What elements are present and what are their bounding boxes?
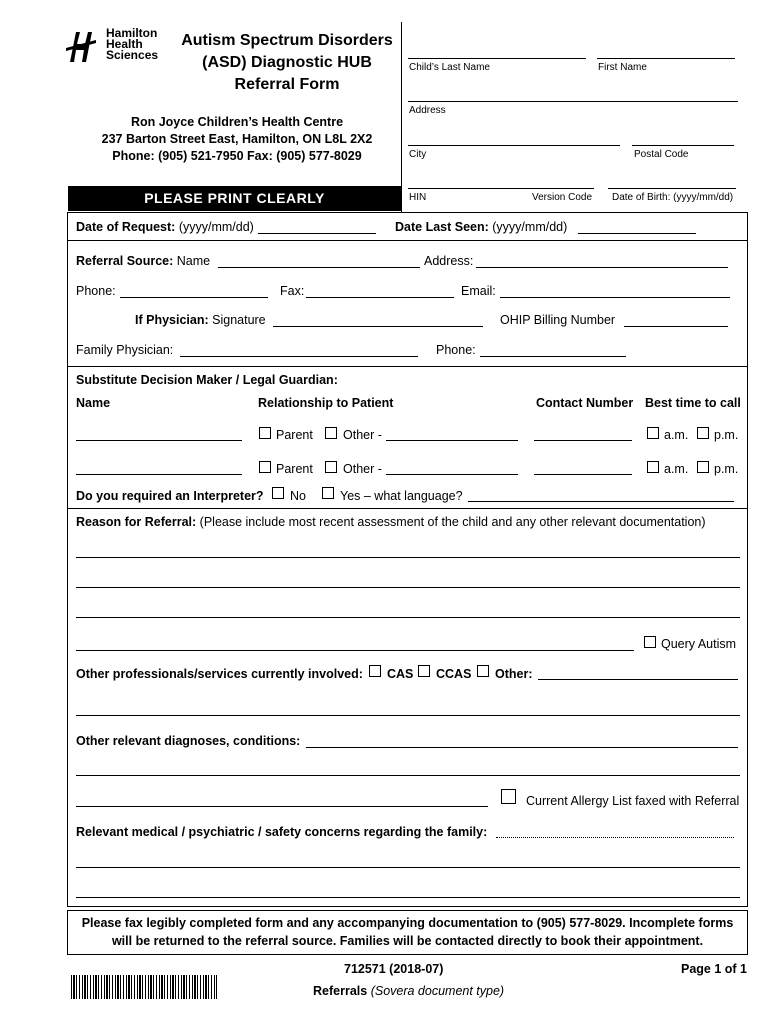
date-request-input[interactable] <box>258 233 376 234</box>
other-checkbox[interactable] <box>325 427 337 439</box>
logo-text-1: Hamilton <box>106 26 158 40</box>
parent-checkbox[interactable] <box>259 427 271 439</box>
barcode <box>71 975 217 999</box>
centre-address: 237 Barton Street East, Hamilton, ON L8L 2X2 <box>101 132 373 146</box>
ohip-input[interactable] <box>624 326 728 327</box>
footer-note-line-2: will be returned to the referral source. Families will be contacted directly to book their appointment. <box>111 934 704 948</box>
form-number: 712571 (2018-07) <box>344 962 444 976</box>
ccas-label: CCAS <box>436 667 472 681</box>
version-code-field[interactable]: Version Code <box>532 192 593 203</box>
title-line-1: Autism Spectrum Disorders <box>181 32 393 49</box>
last-name-field[interactable]: Child’s Last Name <box>409 62 490 73</box>
diagnoses-label: Other relevant diagnoses, conditions: <box>76 734 301 748</box>
interpreter-yes-checkbox[interactable] <box>322 487 334 499</box>
referral-phone-label: Phone: <box>76 284 116 298</box>
reason-note: (Please include most recent assessment of the child and any other relevant documentation) <box>199 515 706 529</box>
date-seen-format: (yyyy/mm/dd) <box>492 220 568 234</box>
contact-number-input[interactable] <box>534 440 632 441</box>
col-name: Name <box>76 396 111 410</box>
concerns-input[interactable] <box>496 837 734 838</box>
pm-label: p.m. <box>714 462 739 476</box>
doc-type: Referrals <box>313 984 368 998</box>
professionals-line[interactable] <box>76 715 740 716</box>
postal-code-field[interactable]: Postal Code <box>634 149 689 160</box>
title-line-2: (ASD) Diagnostic HUB <box>202 54 372 71</box>
date-request-format: (yyyy/mm/dd) <box>178 220 254 234</box>
parent-checkbox[interactable] <box>259 461 271 473</box>
col-best-time: Best time to call <box>645 396 741 410</box>
contact-number-input[interactable] <box>534 474 632 475</box>
concerns-line[interactable] <box>76 897 740 898</box>
interpreter-no-checkbox[interactable] <box>272 487 284 499</box>
professionals-label: Other professionals/services currently involved: <box>76 667 363 681</box>
print-banner: PLEASE PRINT CLEARLY <box>68 186 401 211</box>
pm-label: p.m. <box>714 428 739 442</box>
centre-phone: Phone: (905) 521-7950 Fax: (905) 577-8029 <box>112 149 362 163</box>
centre-info <box>72 114 402 165</box>
col-contact: Contact Number <box>536 396 634 410</box>
title-line-3: Referral Form <box>234 76 340 93</box>
referral-name-label: Name <box>176 254 211 268</box>
hin-field[interactable]: HIN <box>409 192 427 203</box>
family-physician-label: Family Physician: <box>76 343 174 357</box>
hamilton-health-logo-icon <box>66 28 98 64</box>
diagnoses-input[interactable] <box>306 747 738 748</box>
referral-email-input[interactable] <box>500 297 730 298</box>
centre-name: Ron Joyce Children’s Health Centre <box>130 115 344 129</box>
footer-note-line-1: Please fax legibly completed form and any accompanying documentation to (905) 577-8029. Incomplete forms <box>81 916 734 930</box>
interpreter-no-label: No <box>290 489 306 503</box>
other-services-input[interactable] <box>538 679 738 680</box>
reason-line[interactable] <box>76 617 740 618</box>
family-phone-label: Phone: <box>436 343 476 357</box>
date-request-label: Date of Request: <box>76 220 176 234</box>
pm-checkbox[interactable] <box>697 427 709 439</box>
other-checkbox[interactable] <box>325 461 337 473</box>
am-label: a.m. <box>664 462 689 476</box>
cas-label: CAS <box>387 667 414 681</box>
footer-note <box>67 910 748 955</box>
reason-line[interactable] <box>76 557 740 558</box>
guardian-heading: Substitute Decision Maker / Legal Guardian: <box>76 373 338 387</box>
signature-input[interactable] <box>273 326 483 327</box>
dob-field[interactable]: Date of Birth: (yyyy/mm/dd) <box>612 192 734 203</box>
if-physician-label: If Physician: <box>135 313 209 327</box>
query-autism-label: Query Autism <box>661 637 737 651</box>
referral-fax-label: Fax: <box>280 284 305 298</box>
allergy-label: Current Allergy List faxed with Referral <box>526 794 740 808</box>
doc-type-note: (Sovera document type) <box>370 984 505 998</box>
date-seen-input[interactable] <box>578 233 696 234</box>
referral-phone-input[interactable] <box>120 297 268 298</box>
referral-fax-input[interactable] <box>306 297 454 298</box>
am-checkbox[interactable] <box>647 461 659 473</box>
first-name-field[interactable]: First Name <box>598 62 647 73</box>
logo <box>66 28 166 68</box>
parent-label: Parent <box>276 462 313 476</box>
guardian-name-input[interactable] <box>76 474 242 475</box>
other-services-checkbox[interactable] <box>477 665 489 677</box>
city-field[interactable]: City <box>409 149 427 160</box>
other-label: Other - <box>343 428 382 442</box>
reason-line[interactable] <box>76 587 740 588</box>
interpreter-question: Do you required an Interpreter? <box>76 489 264 503</box>
date-seen-label: Date Last Seen: <box>395 220 489 234</box>
referral-name-input[interactable] <box>218 267 420 268</box>
allergy-checkbox[interactable] <box>501 789 516 804</box>
concerns-line[interactable] <box>76 867 740 868</box>
referral-source-label: Referral Source: <box>76 254 174 268</box>
interpreter-language-input[interactable] <box>468 501 734 502</box>
am-label: a.m. <box>664 428 689 442</box>
other-label: Other - <box>343 462 382 476</box>
signature-label: Signature <box>212 313 266 327</box>
pm-checkbox[interactable] <box>697 461 709 473</box>
address-field[interactable]: Address <box>409 105 446 116</box>
ohip-label: OHIP Billing Number <box>500 313 616 327</box>
guardian-name-input[interactable] <box>76 440 242 441</box>
reason-label: Reason for Referral: <box>76 515 197 529</box>
page-number: Page 1 of 1 <box>681 962 747 976</box>
query-autism-checkbox[interactable] <box>644 636 656 648</box>
referral-email-label: Email: <box>461 284 496 298</box>
logo-text-3: Sciences <box>106 48 159 62</box>
concerns-label: Relevant medical / psychiatric / safety concerns regarding the family: <box>76 825 488 839</box>
logo-text-2: Health <box>106 37 143 51</box>
cas-checkbox[interactable] <box>369 665 381 677</box>
other-input[interactable] <box>386 440 518 441</box>
other-input[interactable] <box>386 474 518 475</box>
referral-address-label: Address: <box>424 254 474 268</box>
family-phone-input[interactable] <box>480 356 626 357</box>
other-services-label: Other: <box>495 667 533 681</box>
referral-address-input[interactable] <box>476 267 728 268</box>
col-relationship: Relationship to Patient <box>258 396 394 410</box>
family-physician-input[interactable] <box>180 356 418 357</box>
ccas-checkbox[interactable] <box>418 665 430 677</box>
interpreter-yes-label: Yes – what language? <box>340 489 463 503</box>
form-title <box>172 30 402 96</box>
diagnoses-line[interactable] <box>76 775 740 776</box>
parent-label: Parent <box>276 428 313 442</box>
diagnoses-line[interactable] <box>76 806 488 807</box>
reason-line[interactable] <box>76 650 634 651</box>
am-checkbox[interactable] <box>647 427 659 439</box>
